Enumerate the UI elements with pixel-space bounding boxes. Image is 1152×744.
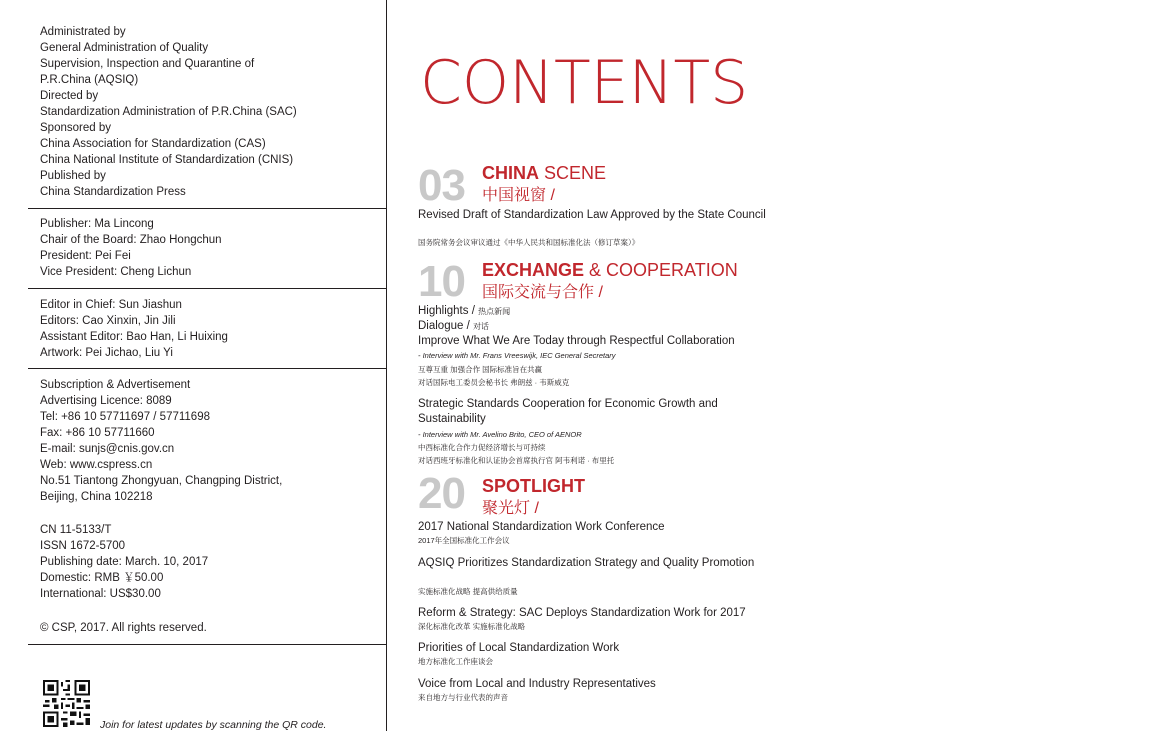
masthead-editors xyxy=(40,297,386,361)
section-heading-bold: EXCHANGE xyxy=(482,260,585,280)
masthead-line: Directed by xyxy=(40,90,99,102)
article-subtitle-cn: 对话国际电工委员会秘书长 弗朗兹 · 韦斯威克 xyxy=(418,378,570,387)
section-number: 03 xyxy=(418,161,465,210)
masthead-line: P.R.China (AQSIQ) xyxy=(40,74,139,86)
masthead-line: President: Pei Fei xyxy=(40,250,131,262)
masthead-line: No.51 Tiantong Zhongyuan, Changping District, xyxy=(40,475,283,487)
article-title-cn: 2017年全国标准化工作会议 xyxy=(418,536,510,545)
section-heading xyxy=(482,163,606,183)
article-subtitle: - Interview with Mr. Avelino Brito, CEO of AENOR xyxy=(418,430,582,439)
section-heading-bold: SPOTLIGHT xyxy=(482,476,585,496)
article-title-cn: 实施标准化战略 提高供给质量 xyxy=(418,587,518,596)
section-heading-rest: SCENE xyxy=(539,163,607,183)
dialogue-label: Dialogue xyxy=(418,320,464,332)
highlights-link[interactable]: Highlights / 热点新闻 xyxy=(418,305,511,317)
dialogue-label-cn: 对话 xyxy=(473,322,489,331)
article-title-cn: 中西标准化合作力促经济增长与可持续 xyxy=(418,443,546,452)
masthead-line: China Association for Standardization (CAS) xyxy=(40,138,266,150)
article-link[interactable]: Strategic Standards Cooperation for Economic Growth and Sustainability xyxy=(418,398,718,425)
highlights-label: Highlights xyxy=(418,305,469,317)
masthead-line: China Standardization Press xyxy=(40,186,186,198)
article-link[interactable]: 2017 National Standardization Work Conference xyxy=(418,521,665,533)
masthead-line: Editor in Chief: Sun Jiashun xyxy=(40,299,182,311)
masthead-line: Standardization Administration of P.R.China (SAC) xyxy=(40,106,297,118)
masthead-line: Subscription & Advertisement xyxy=(40,379,191,391)
divider xyxy=(28,368,386,369)
section-heading xyxy=(482,260,738,280)
masthead-line: Advertising Licence: 8089 xyxy=(40,395,172,407)
masthead-line: Web: www.cspress.cn xyxy=(40,459,153,471)
masthead-admin xyxy=(40,24,386,200)
dialogue-link[interactable]: Dialogue / 对话 xyxy=(418,320,489,332)
masthead-line: Publisher: Ma Lincong xyxy=(40,218,154,230)
masthead-line: Published by xyxy=(40,170,106,182)
masthead-line: Beijing, China 102218 xyxy=(40,491,153,503)
article-subtitle: - Interview with Mr. Frans Vreeswijk, IEC General Secretary xyxy=(418,351,616,360)
divider xyxy=(28,644,386,645)
masthead-line: E-mail: sunjs@cnis.gov.cn xyxy=(40,443,175,455)
divider xyxy=(28,288,386,289)
column-divider xyxy=(386,0,387,731)
section-number: 10 xyxy=(418,257,465,306)
divider xyxy=(28,208,386,209)
highlights-label-cn: 热点新闻 xyxy=(478,307,511,316)
article-link[interactable]: Voice from Local and Industry Representatives xyxy=(418,678,656,690)
masthead-line: Assistant Editor: Bao Han, Li Huixing xyxy=(40,331,228,343)
article-title-cn: 互尊互重 加强合作 国际标准旨在共赢 xyxy=(418,365,543,374)
masthead-line: China National Institute of Standardization (CNIS) xyxy=(40,154,294,166)
masthead-line: Supervision, Inspection and Quarantine of xyxy=(40,58,255,70)
masthead-line: Artwork: Pei Jichao, Liu Yi xyxy=(40,347,173,359)
masthead-line: International: US$30.00 xyxy=(40,588,161,600)
article-title-cn: 来自地方与行业代表的声音 xyxy=(418,693,508,702)
masthead-line: Publishing date: March. 10, 2017 xyxy=(40,556,209,568)
article-link[interactable]: Priorities of Local Standardization Work xyxy=(418,642,620,654)
masthead-publisher xyxy=(40,216,386,280)
masthead-line: Editors: Cao Xinxin, Jin Jili xyxy=(40,315,176,327)
article-link[interactable]: AQSIQ Prioritizes Standardization Strategy and Quality Promotion xyxy=(418,557,755,569)
section-heading xyxy=(482,476,585,496)
masthead-line: Chair of the Board: Zhao Hongchun xyxy=(40,234,222,246)
qr-code-icon xyxy=(42,680,91,727)
section-heading-bold: CHINA xyxy=(482,163,539,183)
masthead-line: Fax: +86 10 57711660 xyxy=(40,427,155,439)
section-number: 20 xyxy=(418,469,465,518)
masthead-line: Administrated by xyxy=(40,26,126,38)
qr-caption: Join for latest updates by scanning the QR code. xyxy=(100,719,327,731)
masthead-line: ISSN 1672-5700 xyxy=(40,540,126,552)
page-title: CONTENTS xyxy=(420,48,749,118)
masthead-line: General Administration of Quality xyxy=(40,42,209,54)
masthead-pub-info xyxy=(40,522,386,602)
masthead-line: Sponsored by xyxy=(40,122,111,134)
masthead-line: Domestic: RMB ￥50.00 xyxy=(40,572,164,584)
article-link[interactable]: Revised Draft of Standardization Law Approved by the State Council xyxy=(418,209,766,221)
article-link[interactable]: Reform & Strategy: SAC Deploys Standardization Work for 2017 xyxy=(418,607,746,619)
article-title-cn: 地方标准化工作座谈会 xyxy=(418,657,493,666)
section-heading-cn: 中国视窗 / xyxy=(482,187,555,204)
article-link[interactable]: Improve What We Are Today through Respectful Collaboration xyxy=(418,335,735,347)
section-heading-cn: 聚光灯 / xyxy=(482,500,539,517)
section-heading-rest: & COOPERATION xyxy=(584,260,738,280)
article-title-cn: 国务院常务会议审议通过《中华人民共和国标准化法（修订草案）》 xyxy=(418,238,640,247)
masthead-line: CN 11-5133/T xyxy=(40,524,112,536)
section-heading-cn: 国际交流与合作 / xyxy=(482,284,603,301)
masthead-subscription xyxy=(40,377,386,505)
masthead-line: Vice President: Cheng Lichun xyxy=(40,266,192,278)
copyright xyxy=(40,620,386,636)
article-title-cn: 深化标准化改革 实施标准化战略 xyxy=(418,622,526,631)
article-subtitle-cn: 对话西班牙标准化和认证协会首席执行官 阿韦利诺 · 布里托 xyxy=(418,456,615,465)
masthead-line: Tel: +86 10 57711697 / 57711698 xyxy=(40,411,210,423)
copyright-text: © CSP, 2017. All rights reserved. xyxy=(40,622,207,634)
